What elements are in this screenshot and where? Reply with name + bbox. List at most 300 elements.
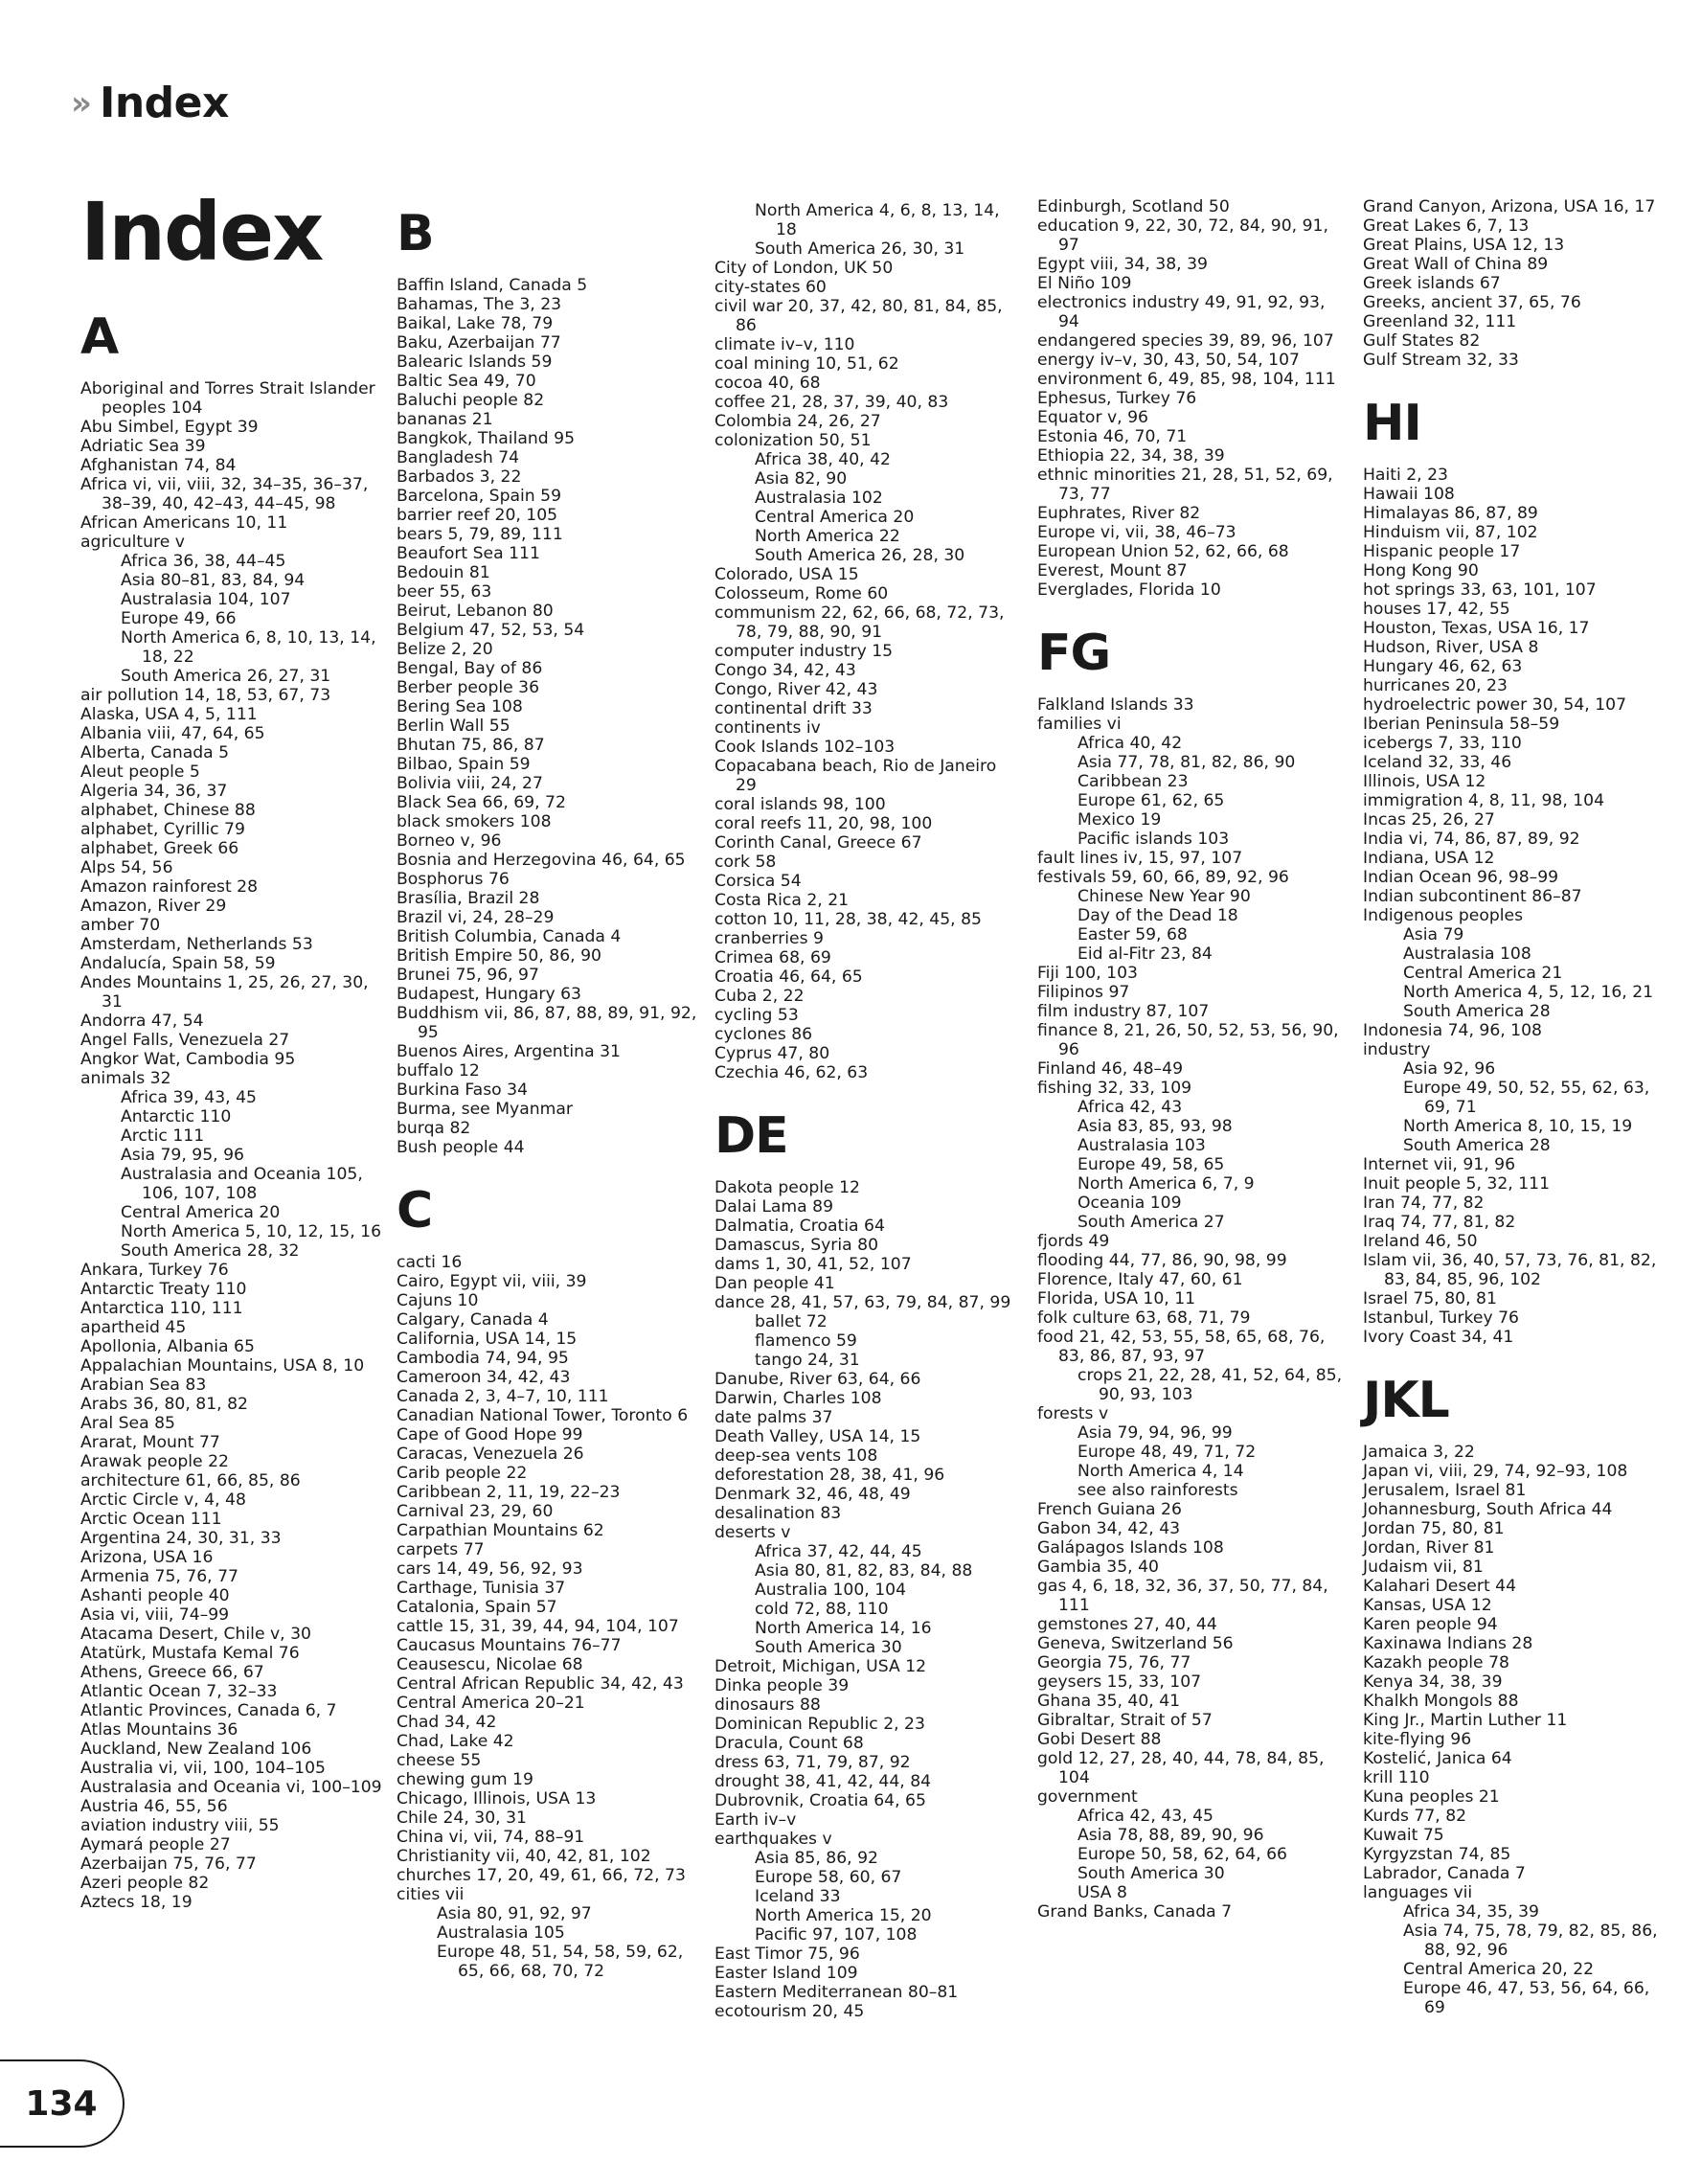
index-entry: Indigenous peoples [1363, 906, 1524, 925]
index-entry: Everest, Mount 87 [1037, 561, 1188, 580]
index-entry: cattle 15, 31, 39, 44, 94, 104, 107 [397, 1617, 679, 1636]
index-subentry: Australasia 105 [437, 1923, 565, 1943]
index-entry: cotton 10, 11, 28, 38, 42, 45, 85 [714, 910, 982, 929]
section-gap [1037, 600, 1344, 621]
index-subentry: Africa 39, 43, 45 [121, 1088, 257, 1107]
index-entry: Hinduism vii, 87, 102 [1363, 523, 1538, 542]
chevron-right-icon: » [71, 83, 86, 123]
index-entry: electronics industry 49, 91, 92, 93, 94 [1037, 293, 1326, 331]
entry-list [1363, 1443, 1669, 2017]
index-entry: continents iv [714, 718, 821, 738]
index-subentry: Eid al-Fitr 23, 84 [1077, 944, 1213, 964]
index-subentry: Africa 42, 43 [1077, 1098, 1183, 1117]
index-entry: aviation industry viii, 55 [80, 1816, 280, 1835]
index-entry: Croatia 46, 64, 65 [714, 967, 863, 987]
index-entry: alphabet, Cyrillic 79 [80, 820, 245, 839]
index-entry: deforestation 28, 38, 41, 96 [714, 1466, 945, 1485]
index-subentry: South America 27 [1077, 1213, 1225, 1232]
index-entry: Europe vi, vii, 38, 46–73 [1037, 523, 1236, 542]
index-entry: Central America 20–21 [397, 1694, 585, 1713]
index-subentry: tango 24, 31 [755, 1351, 860, 1370]
index-entry: carpets 77 [397, 1540, 485, 1559]
index-subentry: Europe 48, 49, 71, 72 [1077, 1443, 1257, 1462]
index-subentry: Asia 80–81, 83, 84, 94 [121, 571, 306, 590]
index-entry: Arabs 36, 80, 81, 82 [80, 1395, 248, 1414]
index-entry: Hawaii 108 [1363, 485, 1455, 504]
index-entry: Balearic Islands 59 [397, 353, 553, 372]
index-entry: Galápagos Islands 108 [1037, 1538, 1224, 1558]
index-entry: Atlantic Ocean 7, 32–33 [80, 1682, 278, 1701]
index-entry: apartheid 45 [80, 1318, 187, 1337]
index-entry: Chad 34, 42 [397, 1713, 497, 1732]
index-entry: architecture 61, 66, 85, 86 [80, 1471, 301, 1490]
index-entry: Great Lakes 6, 7, 13 [1363, 216, 1530, 236]
index-entry: finance 8, 21, 26, 50, 52, 53, 56, 90, 96 [1037, 1021, 1339, 1059]
index-entry: Buddhism vii, 86, 87, 88, 89, 91, 92, 95 [397, 1004, 697, 1042]
index-entry: Incas 25, 26, 27 [1363, 810, 1495, 830]
index-entry: Kalahari Desert 44 [1363, 1577, 1517, 1596]
index-entry: forests v [1037, 1404, 1109, 1423]
index-entry: Hudson, River, USA 8 [1363, 638, 1539, 657]
index-entry: immigration 4, 8, 11, 98, 104 [1363, 791, 1605, 810]
index-entry: festivals 59, 60, 66, 89, 92, 96 [1037, 868, 1289, 887]
index-entry: British Columbia, Canada 4 [397, 927, 622, 946]
index-entry: Baku, Azerbaijan 77 [397, 333, 561, 353]
index-entry: Brazil vi, 24, 28–29 [397, 908, 555, 927]
index-subentry: North America 4, 5, 12, 16, 21 [1403, 983, 1654, 1002]
index-entry: Israel 75, 80, 81 [1363, 1289, 1497, 1308]
index-entry: Ireland 46, 50 [1363, 1232, 1478, 1251]
index-column-3 [714, 201, 1021, 2021]
index-entry: Algeria 34, 36, 37 [80, 782, 228, 801]
index-entry: Iberian Peninsula 58–59 [1363, 715, 1560, 734]
index-entry: Arawak people 22 [80, 1452, 229, 1471]
index-subentry: Central America 20 [121, 1203, 281, 1222]
index-entry: hot springs 33, 63, 101, 107 [1363, 580, 1597, 600]
index-entry: Atlantic Provinces, Canada 6, 7 [80, 1701, 337, 1720]
index-subentry: Asia 77, 78, 81, 82, 86, 90 [1077, 753, 1296, 772]
index-subentry: Oceania 109 [1077, 1194, 1182, 1213]
index-entry: California, USA 14, 15 [397, 1330, 578, 1349]
index-entry: Death Valley, USA 14, 15 [714, 1427, 921, 1446]
index-entry: City of London, UK 50 [714, 259, 894, 278]
index-entry: Buenos Aires, Argentina 31 [397, 1042, 621, 1061]
index-subentry: South America 26, 28, 30 [755, 546, 965, 565]
index-entry: Baikal, Lake 78, 79 [397, 314, 554, 333]
index-entry: dance 28, 41, 57, 63, 79, 84, 87, 99 [714, 1293, 1011, 1312]
index-entry: Caracas, Venezuela 26 [397, 1445, 584, 1464]
index-entry: Aymará people 27 [80, 1835, 231, 1854]
index-entry: Ankara, Turkey 76 [80, 1261, 229, 1280]
index-subentry: South America 30 [755, 1638, 902, 1657]
section-heading: HI [1363, 395, 1421, 452]
index-entry: film industry 87, 107 [1037, 1002, 1210, 1021]
index-entry: Hungary 46, 62, 63 [1363, 657, 1523, 676]
index-entry: Alps 54, 56 [80, 858, 173, 877]
index-subentry: Australasia 103 [1077, 1136, 1206, 1155]
index-entry: Bengal, Bay of 86 [397, 659, 543, 678]
index-entry: Cairo, Egypt vii, viii, 39 [397, 1272, 587, 1291]
index-entry: cocoa 40, 68 [714, 374, 821, 393]
index-entry: Grand Canyon, Arizona, USA 16, 17 [1363, 197, 1656, 216]
section-gap [1363, 1347, 1669, 1368]
index-subentry: Pacific islands 103 [1077, 830, 1230, 849]
index-entry: air pollution 14, 18, 53, 67, 73 [80, 686, 331, 705]
index-subentry: Asia 80, 91, 92, 97 [437, 1904, 592, 1923]
index-entry: Carib people 22 [397, 1464, 528, 1483]
index-entry: Grand Banks, Canada 7 [1037, 1902, 1233, 1922]
index-entry: Armenia 75, 76, 77 [80, 1567, 238, 1586]
index-entry: Kazakh people 78 [1363, 1653, 1509, 1672]
running-header [71, 79, 229, 127]
index-entry: Aral Sea 85 [80, 1414, 175, 1433]
index-entry: bears 5, 79, 89, 111 [397, 525, 563, 544]
index-entry: climate iv–v, 110 [714, 335, 855, 354]
index-subentry: North America 4, 14 [1077, 1462, 1244, 1481]
index-entry: cacti 16 [397, 1253, 463, 1272]
index-entry: fjords 49 [1037, 1232, 1110, 1251]
section-gap [714, 1082, 1021, 1103]
index-entry: alphabet, Greek 66 [80, 839, 239, 858]
index-entry: agriculture v [80, 533, 185, 552]
index-entry: Bosphorus 76 [397, 870, 510, 889]
index-entry: China vi, vii, 74, 88–91 [397, 1828, 585, 1847]
index-entry: Corsica 54 [714, 872, 802, 891]
entry-list [1037, 695, 1344, 1922]
index-subentry: South America 28 [1403, 1002, 1551, 1021]
section-gap [1363, 370, 1669, 391]
index-entry: El Niño 109 [1037, 274, 1132, 293]
index-subentry: Asia 80, 81, 82, 83, 84, 88 [755, 1561, 973, 1581]
index-subentry: Europe 46, 47, 53, 56, 64, 66, 69 [1403, 1979, 1650, 2017]
index-entry: Cape of Good Hope 99 [397, 1425, 583, 1445]
index-entry: Gabon 34, 42, 43 [1037, 1519, 1181, 1538]
index-column-5 [1363, 197, 1669, 2017]
index-entry: Arctic Circle v, 4, 48 [80, 1490, 246, 1510]
index-entry: Brasília, Brazil 28 [397, 889, 540, 908]
index-entry: Jamaica 3, 22 [1363, 1443, 1475, 1462]
index-subentry: North America 6, 8, 10, 13, 14, 18, 22 [121, 628, 376, 667]
index-entry: Azeri people 82 [80, 1874, 210, 1893]
index-entry: Gambia 35, 40 [1037, 1558, 1159, 1577]
index-entry: Kyrgyzstan 74, 85 [1363, 1845, 1511, 1864]
index-entry: Darwin, Charles 108 [714, 1389, 882, 1408]
index-entry: Borneo v, 96 [397, 831, 502, 851]
index-subentry: Europe 50, 58, 62, 64, 66 [1077, 1845, 1287, 1864]
index-entry: Caucasus Mountains 76–77 [397, 1636, 622, 1655]
index-entry: coral islands 98, 100 [714, 795, 886, 814]
index-entry: Copacabana beach, Rio de Janeiro 29 [714, 757, 997, 795]
index-entry: Beaufort Sea 111 [397, 544, 540, 563]
index-entry: Bedouin 81 [397, 563, 490, 582]
index-entry: Johannesburg, South Africa 44 [1363, 1500, 1613, 1519]
index-entry: Andes Mountains 1, 25, 26, 27, 30, 31 [80, 973, 369, 1012]
index-entry: Antarctica 110, 111 [80, 1299, 243, 1318]
index-subentry: Africa 38, 40, 42 [755, 450, 891, 469]
index-entry: cyclones 86 [714, 1025, 813, 1044]
index-entry: King Jr., Martin Luther 11 [1363, 1711, 1568, 1730]
index-entry: Ivory Coast 34, 41 [1363, 1328, 1514, 1347]
index-entry: flooding 44, 77, 86, 90, 98, 99 [1037, 1251, 1287, 1270]
index-subentry: Asia 82, 90 [755, 469, 848, 489]
index-entry: Afghanistan 74, 84 [80, 456, 237, 475]
index-entry: desalination 83 [714, 1504, 842, 1523]
index-entry: Jordan 75, 80, 81 [1363, 1519, 1505, 1538]
index-subentry: Australasia and Oceania 105, 106, 107, 108 [121, 1165, 363, 1203]
index-entry: Aztecs 18, 19 [80, 1893, 193, 1912]
index-subentry: Central America 21 [1403, 964, 1563, 983]
index-subentry: flamenco 59 [755, 1331, 857, 1351]
index-entry: Belize 2, 20 [397, 640, 493, 659]
index-entry: Crimea 68, 69 [714, 948, 831, 967]
section-heading: FG [1037, 625, 1111, 682]
index-subentry: Iceland 33 [755, 1887, 841, 1906]
index-entry: Judaism vii, 81 [1363, 1558, 1484, 1577]
index-subentry: North America 5, 10, 12, 15, 16 [121, 1222, 382, 1241]
index-entry: Barbados 3, 22 [397, 467, 522, 487]
index-entry: Carthage, Tunisia 37 [397, 1579, 566, 1598]
index-subentry: Africa 42, 43, 45 [1077, 1807, 1213, 1826]
index-entry: Bhutan 75, 86, 87 [397, 736, 545, 755]
index-entry: deep-sea vents 108 [714, 1446, 878, 1466]
index-entry: Austria 46, 55, 56 [80, 1797, 228, 1816]
index-subentry: Central America 20, 22 [1403, 1960, 1595, 1979]
index-entry: dress 63, 71, 79, 87, 92 [714, 1753, 911, 1772]
index-entry: Brunei 75, 96, 97 [397, 966, 539, 985]
index-entry: Colosseum, Rome 60 [714, 584, 889, 603]
index-entry: colonization 50, 51 [714, 431, 872, 450]
index-entry: industry [1363, 1040, 1431, 1059]
index-subentry: Europe 58, 60, 67 [755, 1868, 902, 1887]
index-entry: Denmark 32, 46, 48, 49 [714, 1485, 911, 1504]
index-entry: krill 110 [1363, 1768, 1430, 1787]
index-entry: chewing gum 19 [397, 1770, 533, 1789]
index-entry: Gulf Stream 32, 33 [1363, 351, 1519, 370]
index-entry: Dracula, Count 68 [714, 1734, 864, 1753]
index-entry: Congo, River 42, 43 [714, 680, 878, 699]
index-entry: Baffin Island, Canada 5 [397, 276, 588, 295]
index-column-2 [397, 205, 703, 1981]
index-entry: Everglades, Florida 10 [1037, 580, 1221, 600]
index-subentry: Australasia 108 [1403, 944, 1531, 964]
index-entry: Damascus, Syria 80 [714, 1236, 879, 1255]
index-entry: Central African Republic 34, 42, 43 [397, 1674, 684, 1694]
index-entry: date palms 37 [714, 1408, 833, 1427]
index-entry: Calgary, Canada 4 [397, 1310, 549, 1330]
index-entry: Fiji 100, 103 [1037, 964, 1138, 983]
index-entry: Chicago, Illinois, USA 13 [397, 1789, 597, 1809]
section-heading: C [397, 1182, 433, 1240]
index-entry: India vi, 74, 86, 87, 89, 92 [1363, 830, 1580, 849]
index-entry: Argentina 24, 30, 31, 33 [80, 1529, 282, 1548]
index-entry: Angkor Wat, Cambodia 95 [80, 1050, 296, 1069]
index-entry: Adriatic Sea 39 [80, 437, 206, 456]
index-entry: Labrador, Canada 7 [1363, 1864, 1526, 1883]
index-subentry: Asia 78, 88, 89, 90, 96 [1077, 1826, 1264, 1845]
index-entry: Ghana 35, 40, 41 [1037, 1692, 1181, 1711]
index-subentry: North America 8, 10, 15, 19 [1403, 1117, 1633, 1136]
index-entry: Bangladesh 74 [397, 448, 520, 467]
index-entry: Angel Falls, Venezuela 27 [80, 1031, 290, 1050]
index-entry: Bilbao, Spain 59 [397, 755, 531, 774]
index-entry: Burma, see Myanmar [397, 1100, 573, 1119]
index-entry: Atacama Desert, Chile v, 30 [80, 1625, 311, 1644]
index-entry: Arctic Ocean 111 [80, 1510, 222, 1529]
index-column-4 [1037, 197, 1344, 1922]
index-entry: Eastern Mediterranean 80–81 [714, 1983, 959, 2002]
index-entry: cheese 55 [397, 1751, 482, 1770]
section-heading: A [80, 308, 119, 366]
index-entry: Greenland 32, 111 [1363, 312, 1517, 331]
index-subentry: Chinese New Year 90 [1077, 887, 1251, 906]
index-entry: gemstones 27, 40, 44 [1037, 1615, 1217, 1634]
index-entry: Ararat, Mount 77 [80, 1433, 220, 1452]
index-subentry: Africa 37, 42, 44, 45 [755, 1542, 922, 1561]
index-subentry: Asia 83, 85, 93, 98 [1077, 1117, 1233, 1136]
index-entry: Auckland, New Zealand 106 [80, 1740, 312, 1759]
index-entry: languages vii [1363, 1883, 1473, 1902]
index-entry: Czechia 46, 62, 63 [714, 1063, 869, 1082]
index-entry: kite-flying 96 [1363, 1730, 1472, 1749]
index-entry: Athens, Greece 66, 67 [80, 1663, 264, 1682]
index-entry: education 9, 22, 30, 72, 84, 90, 91, 97 [1037, 216, 1328, 255]
index-entry: cranberries 9 [714, 929, 824, 948]
index-entry: Costa Rica 2, 21 [714, 891, 850, 910]
index-entry: Colombia 24, 26, 27 [714, 412, 881, 431]
index-subentry: Asia 79 [1403, 925, 1464, 944]
index-entry: Burkina Faso 34 [397, 1081, 529, 1100]
index-entry: dams 1, 30, 41, 52, 107 [714, 1255, 912, 1274]
index-entry: fishing 32, 33, 109 [1037, 1079, 1192, 1098]
index-entry: icebergs 7, 33, 110 [1363, 734, 1522, 753]
index-entry: Barcelona, Spain 59 [397, 487, 562, 506]
index-subentry: see also rainforests [1077, 1481, 1238, 1500]
index-entry: Great Plains, USA 12, 13 [1363, 236, 1565, 255]
index-entry: Ethiopia 22, 34, 38, 39 [1037, 446, 1225, 466]
index-subentry: Asia 79, 94, 96, 99 [1077, 1423, 1233, 1443]
entry-list [714, 201, 1021, 1082]
entry-list [397, 1253, 703, 1981]
index-entry: Iraq 74, 77, 81, 82 [1363, 1213, 1516, 1232]
index-entry: Equator v, 96 [1037, 408, 1148, 427]
index-subentry: ballet 72 [755, 1312, 828, 1331]
index-entry: Australasia and Oceania vi, 100–109 [80, 1778, 382, 1797]
index-subentry: Africa 40, 42 [1077, 734, 1183, 753]
index-entry: cars 14, 49, 56, 92, 93 [397, 1559, 583, 1579]
index-subentry: Australasia 102 [755, 489, 883, 508]
index-entry: hurricanes 20, 23 [1363, 676, 1508, 695]
index-entry: cycling 53 [714, 1006, 799, 1025]
index-entry: cities vii [397, 1885, 465, 1904]
index-subentry: North America 6, 7, 9 [1077, 1174, 1255, 1194]
index-entry: Kaxinawa Indians 28 [1363, 1634, 1533, 1653]
index-entry: Gobi Desert 88 [1037, 1730, 1162, 1749]
index-subentry: Caribbean 23 [1077, 772, 1189, 791]
index-entry: Greeks, ancient 37, 65, 76 [1363, 293, 1581, 312]
entry-list [397, 276, 703, 1157]
index-entry: Abu Simbel, Egypt 39 [80, 418, 259, 437]
index-entry: Islam vii, 36, 40, 57, 73, 76, 81, 82, 83, 84, 85, 96, 102 [1363, 1251, 1657, 1289]
index-entry: buffalo 12 [397, 1061, 480, 1081]
index-subentry: North America 22 [755, 527, 900, 546]
index-entry: computer industry 15 [714, 642, 894, 661]
index-subentry: Europe 49, 66 [121, 609, 237, 628]
index-entry: Indian subcontinent 86–87 [1363, 887, 1582, 906]
index-subentry: South America 28, 32 [121, 1241, 300, 1261]
index-entry: beer 55, 63 [397, 582, 492, 602]
index-subentry: USA 8 [1077, 1883, 1127, 1902]
index-column-1 [80, 185, 387, 1912]
index-subentry: North America 14, 16 [755, 1619, 932, 1638]
index-entry: ecotourism 20, 45 [714, 2002, 865, 2021]
index-entry: Dinka people 39 [714, 1676, 850, 1695]
index-entry: Canadian National Tower, Toronto 6 [397, 1406, 689, 1425]
index-entry: Haiti 2, 23 [1363, 466, 1448, 485]
index-entry: Budapest, Hungary 63 [397, 985, 581, 1004]
index-entry: Ashanti people 40 [80, 1586, 230, 1605]
index-entry: Beirut, Lebanon 80 [397, 602, 554, 621]
index-entry: British Empire 50, 86, 90 [397, 946, 601, 966]
index-entry: amber 70 [80, 916, 161, 935]
index-entry: energy iv–v, 30, 43, 50, 54, 107 [1037, 351, 1300, 370]
index-entry: Cajuns 10 [397, 1291, 479, 1310]
index-entry: Baluchi people 82 [397, 391, 545, 410]
index-entry: Dan people 41 [714, 1274, 835, 1293]
index-entry: houses 17, 42, 55 [1363, 600, 1510, 619]
index-subentry: Asia 85, 86, 92 [755, 1849, 878, 1868]
index-entry: Arabian Sea 83 [80, 1376, 207, 1395]
index-entry: Estonia 46, 70, 71 [1037, 427, 1188, 446]
index-entry: Apollonia, Albania 65 [80, 1337, 255, 1356]
index-entry: Egypt viii, 34, 38, 39 [1037, 255, 1208, 274]
index-entry: Cambodia 74, 94, 95 [397, 1349, 569, 1368]
index-entry: Chad, Lake 42 [397, 1732, 514, 1751]
index-entry: black smokers 108 [397, 812, 552, 831]
index-entry: Azerbaijan 75, 76, 77 [80, 1854, 257, 1874]
index-entry: Gulf States 82 [1363, 331, 1481, 351]
index-entry: Corinth Canal, Greece 67 [714, 833, 922, 853]
index-entry: Antarctic Treaty 110 [80, 1280, 247, 1299]
index-entry: Congo 34, 42, 43 [714, 661, 856, 680]
index-entry: Internet vii, 91, 96 [1363, 1155, 1516, 1174]
index-subentry: Arctic 111 [121, 1126, 205, 1146]
index-entry: Andalucía, Spain 58, 59 [80, 954, 276, 973]
index-entry: alphabet, Chinese 88 [80, 801, 256, 820]
index-entry: continental drift 33 [714, 699, 873, 718]
index-subentry: Australasia 104, 107 [121, 590, 291, 609]
index-entry: Cyprus 47, 80 [714, 1044, 830, 1063]
index-entry: government [1037, 1787, 1138, 1807]
index-entry: Greek islands 67 [1363, 274, 1501, 293]
index-entry: Berber people 36 [397, 678, 540, 697]
index-subentry: Central America 20 [755, 508, 915, 527]
index-entry: Christianity vii, 40, 42, 81, 102 [397, 1847, 651, 1866]
index-entry: Hispanic people 17 [1363, 542, 1521, 561]
index-entry: Euphrates, River 82 [1037, 504, 1201, 523]
index-subentry: Mexico 19 [1077, 810, 1162, 830]
section-heading: B [397, 205, 434, 262]
index-entry: Bahamas, The 3, 23 [397, 295, 562, 314]
index-subentry: crops 21, 22, 28, 41, 52, 64, 85, 90, 93, 103 [1077, 1366, 1343, 1404]
index-entry: gold 12, 27, 28, 40, 44, 78, 84, 85, 104 [1037, 1749, 1325, 1787]
page-number: 134 [0, 2059, 125, 2148]
index-entry: Kuna peoples 21 [1363, 1787, 1500, 1807]
index-entry: drought 38, 41, 42, 44, 84 [714, 1772, 932, 1791]
index-entry: Andorra 47, 54 [80, 1012, 204, 1031]
index-subentry: Europe 48, 51, 54, 58, 59, 62, 65, 66, 68, 70, 72 [437, 1943, 684, 1981]
index-subentry: Australia 100, 104 [755, 1581, 907, 1600]
index-entry: cork 58 [714, 853, 777, 872]
